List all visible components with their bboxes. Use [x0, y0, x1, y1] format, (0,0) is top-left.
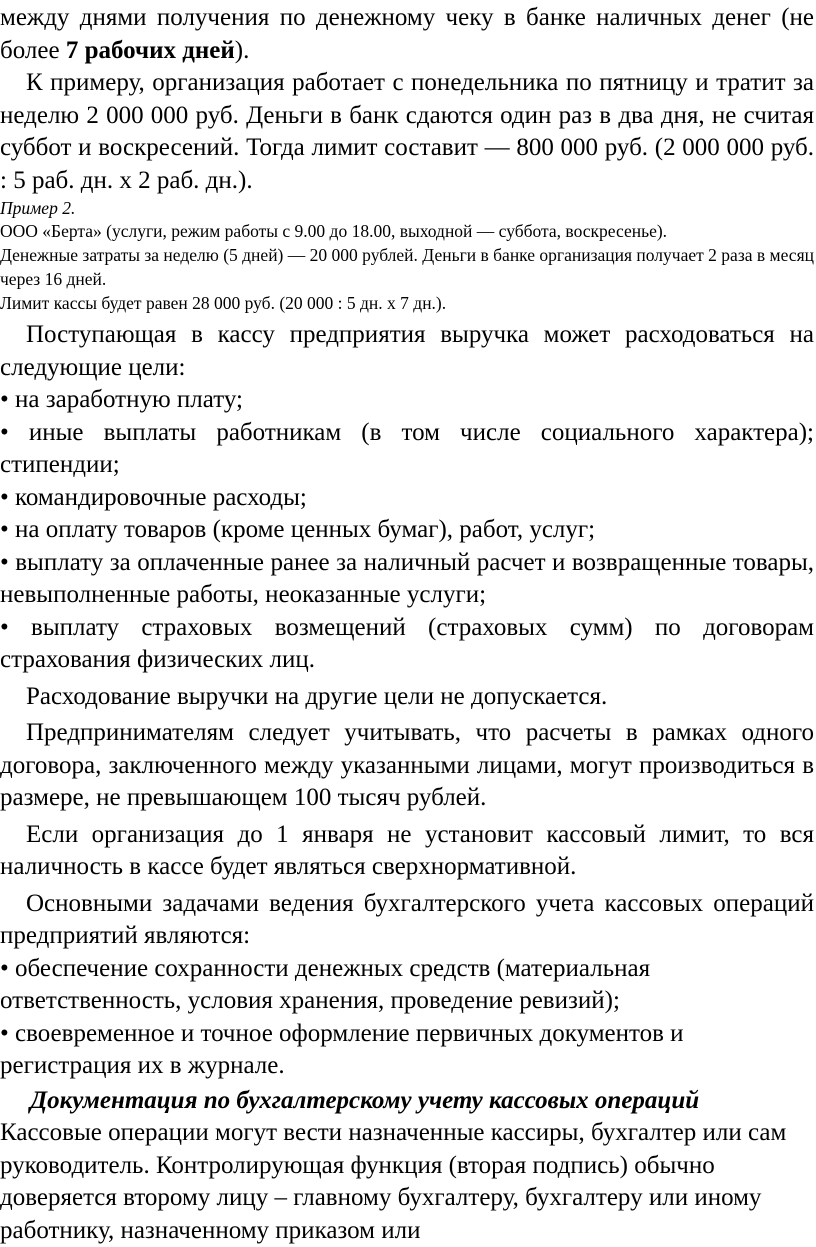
paragraph-cash-days-end: ). — [234, 36, 250, 64]
paragraph-revenue-purposes: Поступающая в кассу предприятия выручка может расходоваться на следующие цели: — [0, 321, 814, 381]
paragraph-cash-days — [0, 2, 814, 67]
paragraph-other-use: Расходование выручки на другие цели не допускается. — [26, 682, 608, 710]
example-2-line-limit: Лимит кассы будет равен 28 000 руб. (20 000 : 5 дн. х 7 дн.). — [0, 293, 447, 313]
bullet-item: • выплату страховых возмещений (страховых сумм) по договорам страхования физических лиц. — [0, 613, 814, 673]
paragraph-main-tasks: Основными задачами ведения бухгалтерского учета кассовых операций предприятий являются: — [0, 889, 814, 949]
bullet-item: • на оплату товаров (кроме ценных бумаг), работ, услуг; — [0, 516, 596, 543]
bold-seven-days: 7 рабочих дней — [65, 36, 235, 64]
section-heading: Документация по бухгалтерскому учету кассовых операций — [30, 1086, 700, 1114]
bullet-item: • своевременное и точное оформление первичных документов и регистрация их в журнале. — [0, 1019, 684, 1079]
paragraph-example-1: К примеру, организация работает с понедельника по пятницу и тратит за неделю 2 000 000 руб. Деньги в банк сдаются один раз в два дня, не считая суббот и воскресений. Тогда лимит составит — 800 000 руб. (2 000 000 руб. : 5 раб. дн. х 2 раб. дн.). — [0, 69, 814, 194]
paragraph-limit-deadline: Если организация до 1 января не установит кассовый лимит, то вся наличность в кассе будет являться сверхнормативной. — [0, 820, 814, 880]
example-2-line-expenses: Денежные затраты за неделю (5 дней) — 20 000 рублей. Деньги в банке организация получает 2 раза в месяц через 16 дней. — [0, 245, 814, 289]
bullet-item: • обеспечение сохранности денежных средств (материальная ответственность, условия хранения, проведение ревизий); — [0, 954, 651, 1014]
bullet-item: • выплату за оплаченные ранее за наличный расчет и возвращенные товары, невыполненные работы, неоказанные услуги; — [0, 548, 814, 608]
example-2-label: Пример 2. — [0, 198, 76, 218]
bullet-item: • командировочные расходы; — [0, 483, 307, 511]
paragraph-cash-days-text: между днями получения по денежному чеку в банке наличных денег (не более — [0, 4, 814, 64]
bullet-item: • иные выплаты работникам (в том числе социального характера); стипендии; — [0, 418, 814, 478]
paragraph-entrepreneurs: Предпринимателям следует учитывать, что расчеты в рамках одного договора, заключенного между указанными лицами, могут производиться в размере, не превышающем 100 тысяч рублей. — [0, 719, 814, 811]
paragraph-cash-operations: Кассовые операции могут вести назначенные кассиры, бухгалтер или сам руководитель. Контролирующая функция (вторая подпись) обычно доверяется второму лицу – главному бухгалтеру, бухгалтеру или иному работнику, назначенному приказом или — [0, 1119, 787, 1244]
bullet-item: • на заработную плату; — [0, 386, 243, 413]
example-2-line-company: ООО «Берта» (услуги, режим работы с 9.00 до 18.00, выходной — суббота, воскресенье). — [0, 221, 668, 241]
